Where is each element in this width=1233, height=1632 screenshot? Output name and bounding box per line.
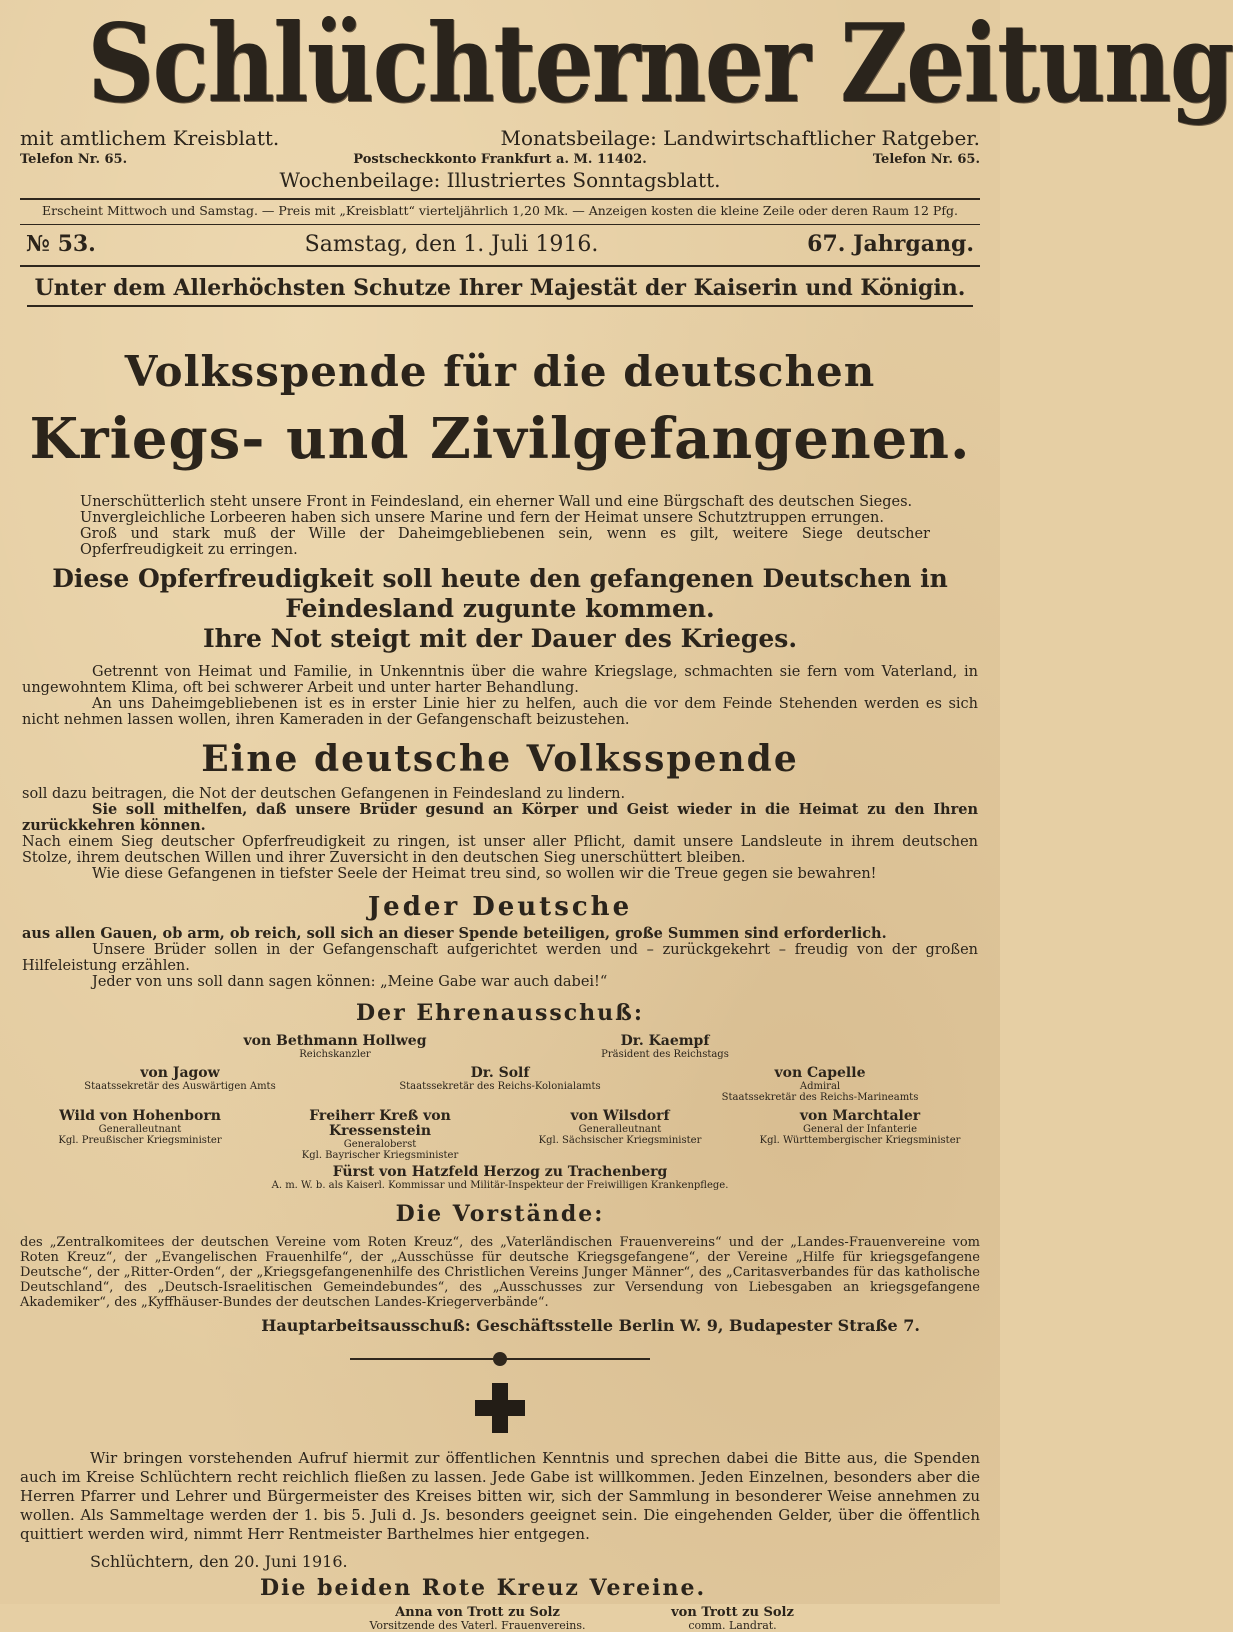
intro-paragraph: Groß und stark muß der Wille der Daheimgebliebenen sein, wenn es gilt, weitere Siege deutscher Opferfreudigkeit zu erringen.	[80, 526, 930, 558]
issue-row	[20, 225, 980, 259]
body-block-2	[20, 786, 980, 882]
committee-member	[660, 1066, 980, 1103]
masthead-title: Schlüchterner Zeitung	[87, 1, 1233, 127]
member-name: von Capelle	[774, 1065, 866, 1081]
member-role: Präsident des Reichstags	[601, 1049, 729, 1060]
ehrenausschuss-row-1	[20, 1034, 980, 1060]
body-paragraph: soll dazu beitragen, die Not der deutschen Gefangenen in Feindesland zu lindern.	[22, 786, 626, 802]
vorstaende-text: des „Zentralkomitees der deutschen Vereine vom Roten Kreuz“, des „Vaterländischen Frauenvereins“ und der „Landes-Frauenvereine vom Roten Kreuz“, der „Evangelischen Frauenhilfe“, der „Ausschüsse für deutsche Kriegsgefangene“, der Vereine „Hilfe für kriegsgefangene Deutsche“, der „Ritter-Orden“, der „Kriegsgefangenenhilfe des Christlichen Vereins Junger Männer“, des „Caritasverbandes für das katholische Deutschland“, des „Deutsch-Israelitischen Gemeindebundes“, des „Ausschusses zur Versendung von Liebesgaben an kriegsgefangene Akademiker“, des „Kyffhäuser-Bundes der deutschen Landes-Kriegerverbände“.	[20, 1235, 980, 1310]
member-name: Dr. Kaempf	[620, 1033, 710, 1049]
sub-headline-line-1: Diese Opferfreudigkeit soll heute den gefangenen Deutschen in Feindesland zugunte kommen.	[52, 564, 948, 623]
member-role: General der Infanterie Kgl. Württembergischer Kriegsminister	[759, 1124, 961, 1146]
wochenbeilage-label: Wochenbeilage: Illustriertes Sonntagsblatt.	[279, 168, 721, 192]
red-cross-icon	[475, 1383, 525, 1433]
ehrenausschuss-row-3	[20, 1109, 980, 1161]
ehrenausschuss-row-2	[20, 1066, 980, 1103]
signature-role: Vorsitzende des Vaterl. Frauenvereins.	[369, 1619, 586, 1632]
member-name: Dr. Solf	[470, 1065, 530, 1081]
divider-rule	[20, 265, 980, 267]
member-name: von Bethmann Hollweg	[243, 1033, 427, 1049]
postscheck-label: Postscheckkonto Frankfurt a. M. 11402.	[353, 152, 647, 167]
member-role: Staatssekretär des Reichs-Kolonialamts	[399, 1081, 601, 1092]
ehrenausschuss-heading: Der Ehrenausschuß:	[356, 1000, 644, 1026]
member-name: Wild von Hohenborn	[59, 1108, 221, 1124]
patronage-text: Unter dem Allerhöchsten Schutze Ihrer Majestät der Kaiserin und Königin.	[27, 275, 974, 307]
issue-date: Samstag, den 1. Juli 1916.	[304, 232, 599, 257]
committee-member	[260, 1109, 500, 1161]
member-name: von Marchtaler	[799, 1108, 921, 1124]
body-paragraph: Getrennt von Heimat und Familie, in Unkenntnis über die wahre Kriegslage, schmachten sie fern vom Vaterland, in ungewohntem Klima, oft bei schwerer Arbeit und unter harter Behandlung.	[22, 664, 978, 696]
issue-volume: 67. Jahrgang.	[807, 231, 974, 257]
signatures	[20, 1605, 980, 1631]
member-name: von Wilsdorf	[570, 1108, 670, 1124]
member-role: A. m. W. b. als Kaiserl. Kommissar und Militär-Inspekteur der Freiwilligen Krankenpflege.	[271, 1180, 729, 1191]
sub-headline	[20, 564, 980, 654]
vereine-heading: Die beiden Rote Kreuz Vereine.	[260, 1575, 707, 1601]
issue-number: № 53.	[26, 231, 96, 257]
member-role: Generalleutnant Kgl. Sächsischer Kriegsminister	[538, 1124, 702, 1146]
signature	[605, 1605, 860, 1631]
patronage-line	[20, 275, 980, 307]
body-paragraph: Wie diese Gefangenen in tiefster Seele der Heimat treu sind, so wollen wir die Treue gegen sie bewahren!	[92, 866, 877, 882]
member-role: Admiral Staatssekretär des Reichs-Marineamts	[721, 1081, 919, 1103]
member-name: von Jagow	[140, 1065, 220, 1081]
committee-member	[500, 1034, 830, 1060]
signature	[350, 1605, 605, 1631]
volksspende-heading: Eine deutsche Volksspende	[201, 738, 799, 780]
member-role: Staatssekretär des Auswärtigen Amts	[84, 1081, 276, 1092]
member-role: Generaloberst Kgl. Bayrischer Kriegsminister	[301, 1139, 459, 1161]
intro-block	[20, 494, 980, 558]
masthead-contact-row	[20, 152, 980, 167]
body-paragraph: aus allen Gauen, ob arm, ob reich, soll sich an dieser Spende beteiligen, große Summen sind erforderlich.	[22, 925, 887, 942]
member-name: Freiherr Kreß von Kressenstein	[309, 1108, 451, 1139]
signature-name: von Trott zu Solz	[671, 1605, 794, 1620]
body-paragraph: Sie soll mithelfen, daß unsere Brüder gesund an Körper und Geist wieder in die Heimat zu den Ihren zurückkehren können.	[22, 801, 978, 834]
hauptarbeitsausschuss: Hauptarbeitsausschuß: Geschäftsstelle Berlin W. 9, Budapester Straße 7.	[261, 1316, 920, 1335]
headline-line-1: Volksspende für die deutschen	[124, 347, 876, 396]
monatsbeilage-label: Monatsbeilage: Landwirtschaftlicher Ratgeber.	[500, 126, 980, 150]
signature-name: Anna von Trott zu Solz	[395, 1605, 560, 1620]
body-block-3	[20, 926, 980, 990]
member-name: Fürst von Hatzfeld Herzog zu Trachenberg	[332, 1164, 668, 1180]
committee-member	[500, 1109, 740, 1146]
body-paragraph: Nach einem Sieg deutscher Opferfreudigkeit zu ringen, ist unser aller Pflicht, damit unsere Landsleute in ihrem deutschen Stolze, ihrem deutschen Willen und ihrer Zuversicht in den deutschen Sieg unerschüttert bleiben.	[22, 834, 978, 866]
ehrenausschuss-row-4	[20, 1165, 980, 1191]
vorstaende-heading: Die Vorstände:	[395, 1201, 605, 1227]
body-paragraph: Unsere Brüder sollen in der Gefangenschaft aufgerichtet werden und – zurückgekehrt – freudig von der großen Hilfeleistung erzählen.	[22, 942, 978, 974]
jeder-deutsche-heading: Jeder Deutsche	[367, 892, 633, 922]
body-paragraph: An uns Daheimgebliebenen ist es in erster Linie hier zu helfen, auch die vor dem Feinde Stehenden werden es sich nicht nehmen lassen wollen, ihren Kameraden in der Gefangenschaft beizustehen.	[22, 696, 978, 728]
phone-left: Telefon Nr. 65.	[20, 152, 128, 167]
committee-member	[740, 1109, 980, 1146]
committee-member	[170, 1034, 500, 1060]
sub-headline-line-2: Ihre Not steigt mit der Dauer des Krieges.	[202, 624, 798, 653]
intro-paragraph: Unvergleichliche Lorbeeren haben sich unsere Marine und fern der Heimat unsere Schutztruppen errungen.	[80, 510, 884, 526]
publication-info: Erscheint Mittwoch und Samstag. — Preis mit „Kreisblatt“ vierteljährlich 1,20 Mk. — Anzeigen kosten die kleine Zeile oder deren Raum 12 Pfg.	[42, 203, 958, 218]
member-role: Generalleutnant Kgl. Preußischer Kriegsminister	[58, 1124, 222, 1146]
committee-member	[20, 1066, 340, 1092]
signature-role: comm. Landrat.	[688, 1619, 777, 1632]
kreisblatt-label: mit amtlichem Kreisblatt.	[20, 126, 280, 150]
intro-paragraph: Unerschütterlich steht unsere Front in Feindesland, ein eherner Wall und eine Bürgschaft des deutschen Sieges.	[80, 494, 913, 510]
body-paragraph: Jeder von uns soll dann sagen können: „Meine Gabe war auch dabei!“	[92, 974, 608, 990]
masthead-subtitle-row	[20, 126, 980, 150]
member-role: Reichskanzler	[299, 1049, 371, 1060]
headline-line-2: Kriegs- und Zivilgefangenen.	[29, 406, 971, 472]
committee-member	[340, 1066, 660, 1092]
dateline: Schlüchtern, den 20. Juni 1916.	[90, 1552, 348, 1571]
ornamental-divider	[350, 1349, 650, 1369]
committee-member	[20, 1109, 260, 1146]
body-block-1	[20, 664, 980, 728]
closing-paragraph: Wir bringen vorstehenden Aufruf hiermit zur öffentlichen Kenntnis und sprechen dabei die Bitte aus, die Spenden auch im Kreise Schlüchtern recht reichlich fließen zu lassen. Jede Gabe ist willkommen. Jeden Einzelnen, besonders aber die Herren Pfarrer und Lehrer und Bürgermeister des Kreises bitten wir, sich der Sammlung in besonderer Weise annehmen zu wollen. Als Sammeltage werden der 1. bis 5. Juli d. Js. besonders geeignet sein. Die eingehenden Gelder, über die öffentlich quittiert werden wird, nimmt Herr Rentmeister Barthelmes hier entgegen.	[20, 1449, 980, 1543]
divider-dot-icon	[493, 1352, 507, 1366]
phone-right: Telefon Nr. 65.	[872, 152, 980, 167]
